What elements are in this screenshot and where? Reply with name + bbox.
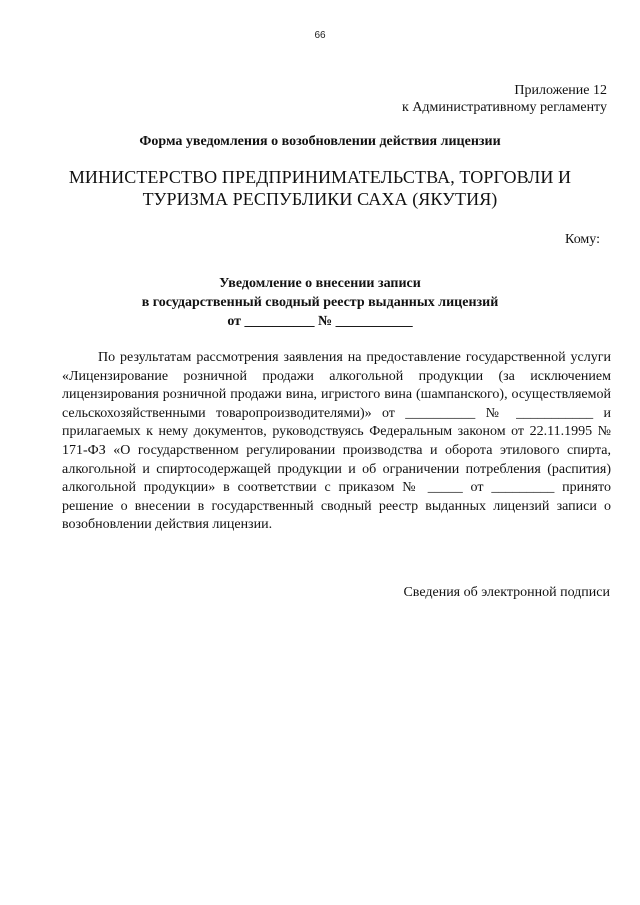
appendix-line-1: Приложение 12 bbox=[514, 83, 607, 98]
page-number: 66 bbox=[314, 30, 326, 41]
appendix-reference bbox=[402, 82, 607, 116]
notice-title bbox=[0, 274, 640, 331]
notice-title-line-2: в государственный сводный реестр выданных лицензий bbox=[141, 295, 499, 310]
notice-body-paragraph: По результатам рассмотрения заявления на предоставление государственной услуги «Лицензирование розничной продажи алкогольной продукции (за исключением лицензирования розничной продажи вина, игристого вина (шампанского), осуществляемой сельскохозяйственными товаропроизводителями)» от __________ № ___________ и прилагаемых к нему документов, руководствуясь Федеральным законом от 22.11.1995 № 171-ФЗ «О государственном регулировании производства и оборота этилового спирта, алкогольной и спиртосодержащей продукции и об ограничении потребления (распития) алкогольной продукции» в соответствии с приказом № _____ от _________ принято решение о внесении в государственный сводный реестр выданных лицензий записи о возобновлении действия лицензии. bbox=[62, 350, 611, 533]
notice-title-line-1: Уведомление о внесении записи bbox=[219, 276, 421, 291]
recipient-label: Кому: bbox=[565, 232, 600, 247]
ministry-line-1: МИНИСТЕРСТВО ПРЕДПРИНИМАТЕЛЬСТВА, ТОРГОВЛИ И bbox=[68, 167, 572, 187]
ministry-name bbox=[0, 166, 640, 210]
electronic-signature-info: Сведения об электронной подписи bbox=[403, 585, 610, 600]
notice-title-line-3: от __________ № ___________ bbox=[227, 314, 413, 329]
ministry-line-2: ТУРИЗМА РЕСПУБЛИКИ САХА (ЯКУТИЯ) bbox=[142, 189, 498, 209]
form-title: Форма уведомления о возобновлении действия лицензии bbox=[139, 134, 501, 149]
appendix-line-2: к Административному регламенту bbox=[402, 100, 607, 115]
